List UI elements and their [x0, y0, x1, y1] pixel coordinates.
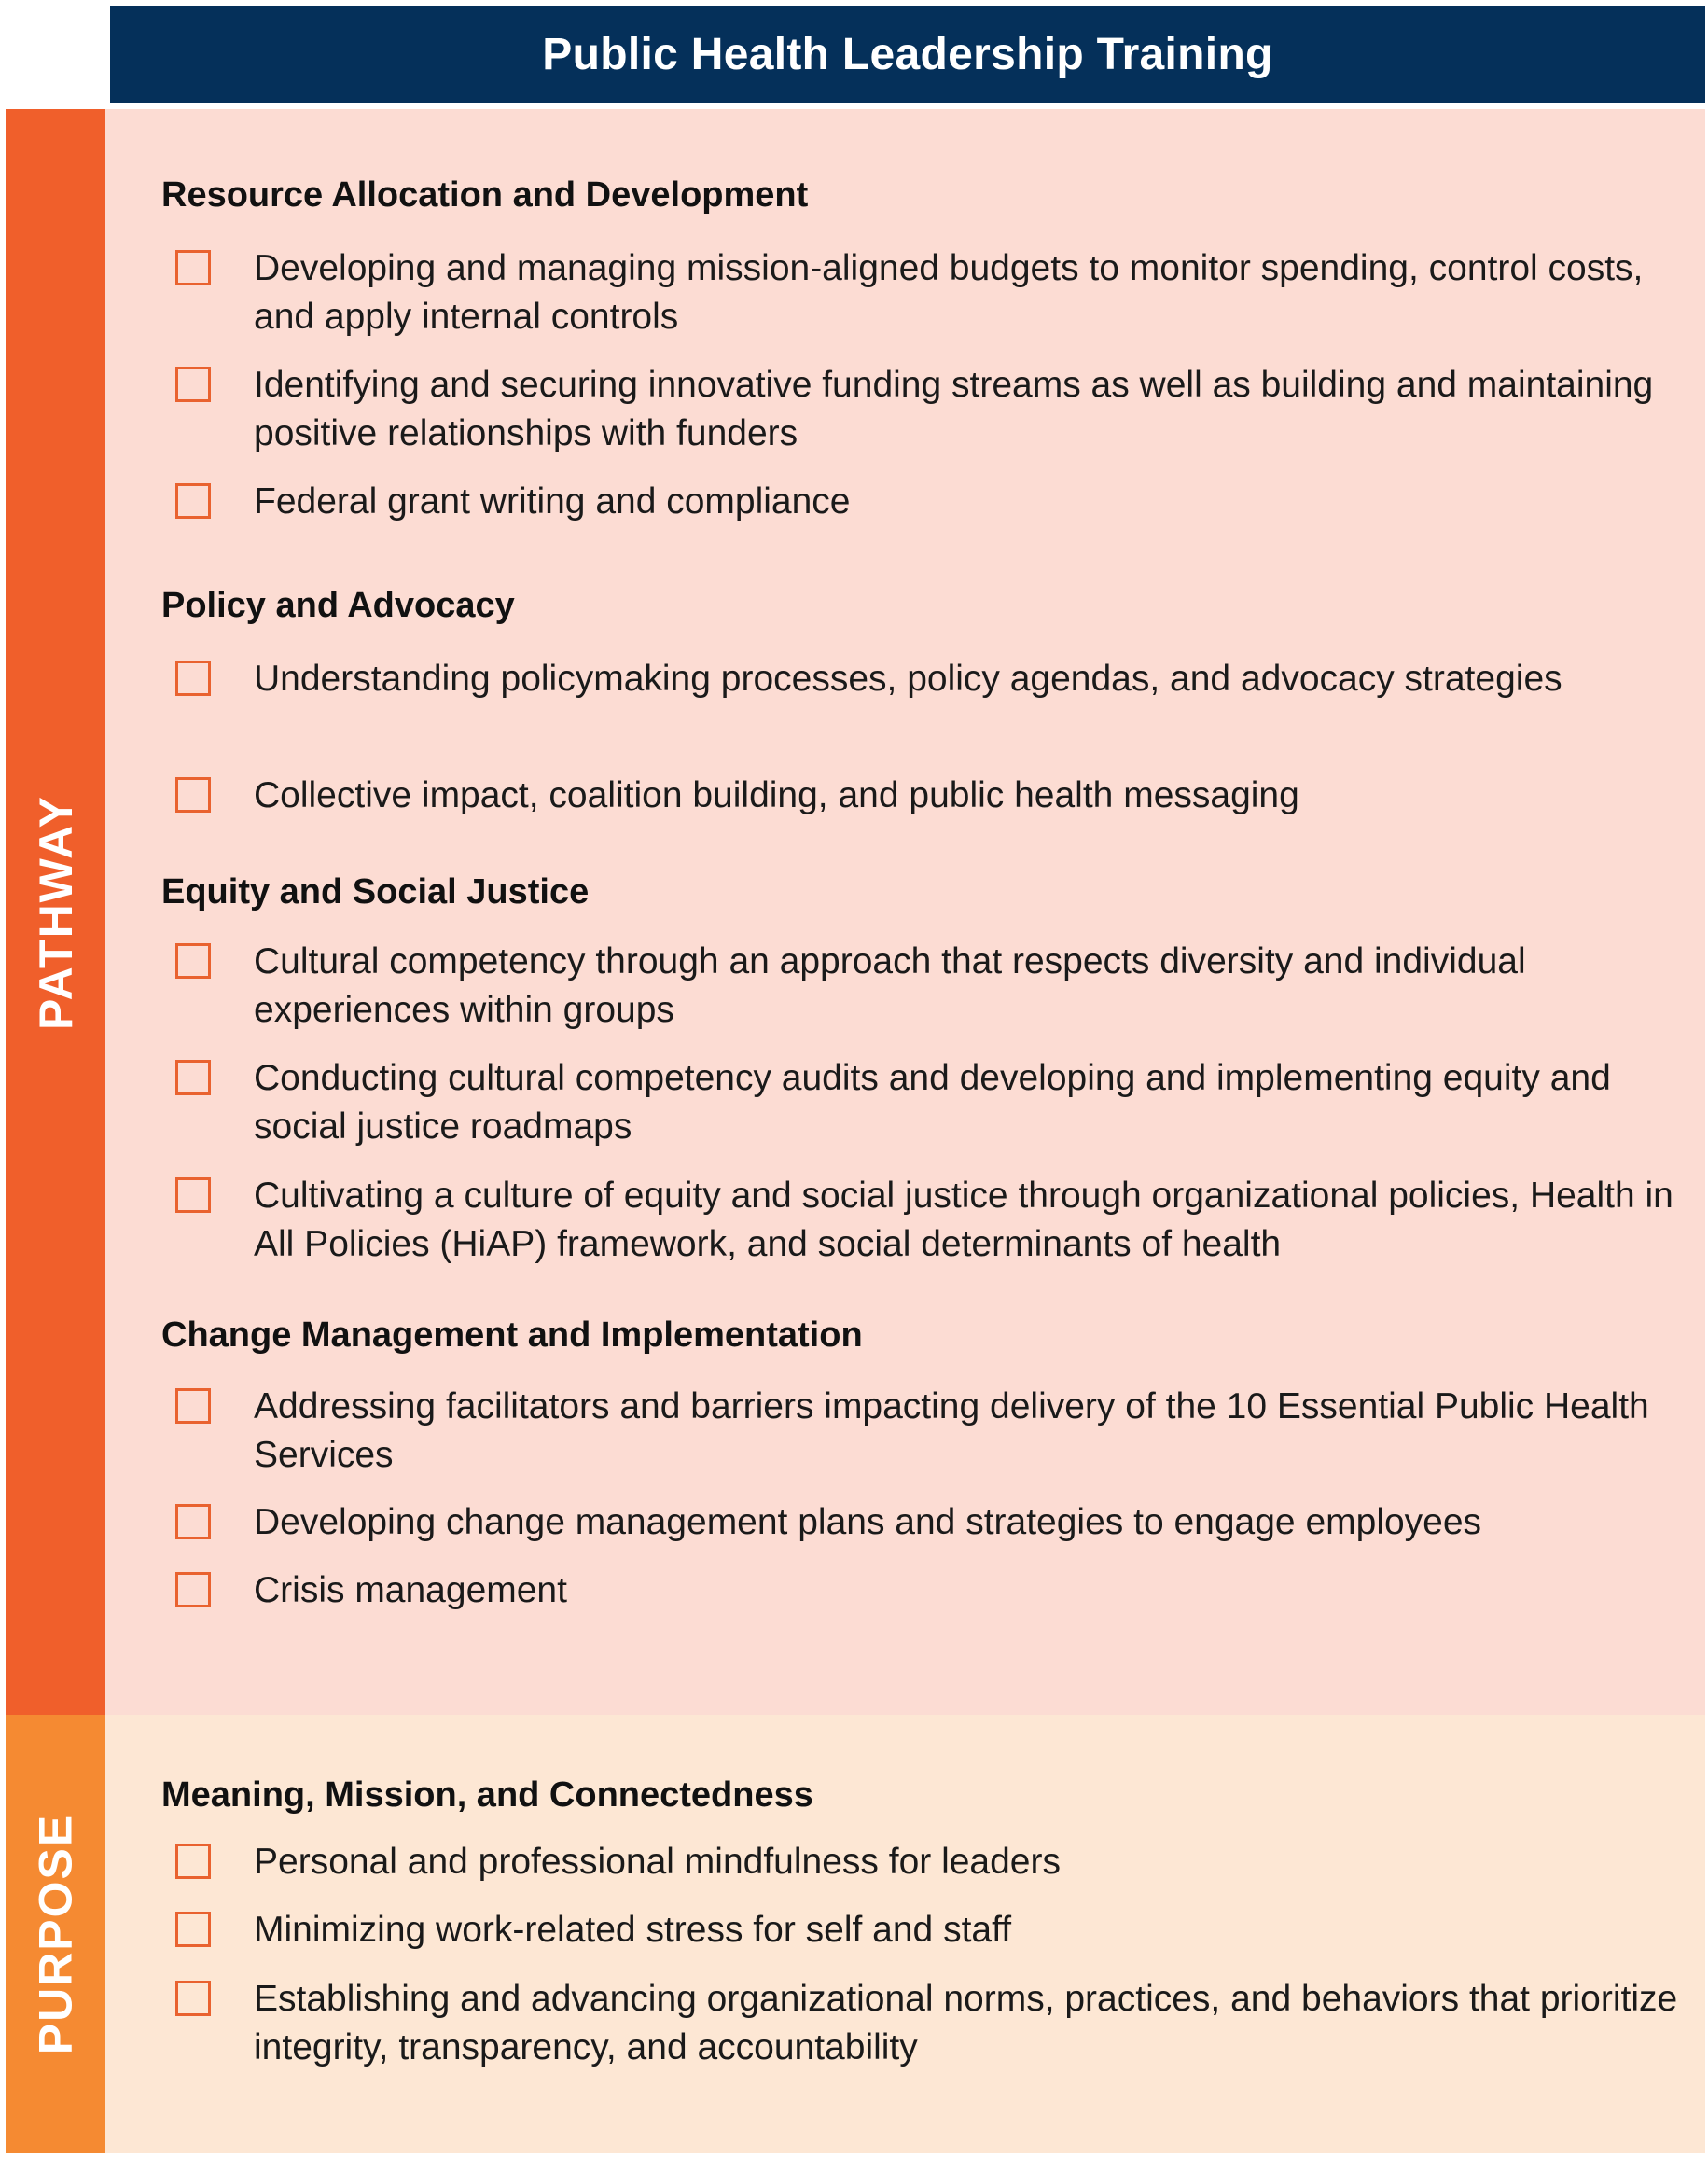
checklist-item[interactable]	[175, 1975, 1678, 2067]
checklist-item-text: Personal and professional mindfulness for leaders	[254, 1842, 1061, 1882]
checklist-item[interactable]	[175, 655, 1668, 702]
checklist-item-text: Minimizing work-related stress for self and staff	[254, 1910, 1012, 1950]
purpose-band	[6, 1715, 105, 2153]
checklist-item[interactable]	[175, 1172, 1673, 1264]
checkbox[interactable]	[175, 1981, 211, 2016]
checklist-item-text: Understanding policymaking processes, policy agendas, and advocacy strategies	[254, 659, 1562, 699]
pathway-label: PATHWAY	[29, 794, 82, 1030]
checklist-item[interactable]	[175, 361, 1668, 453]
section-title-policy-advocacy: Policy and Advocacy	[161, 586, 515, 625]
checklist-item-text: Cultural competency through an approach that respects diversity and individual experiences within groups	[254, 941, 1526, 1030]
checklist-item[interactable]	[175, 1054, 1668, 1147]
page-title: Public Health Leadership Training	[110, 6, 1705, 103]
pathway-band	[6, 109, 105, 1715]
checklist-item-text: Establishing and advancing organizational norms, practices, and behaviors that prioritize integrity, transparency, and accountability	[254, 1979, 1678, 2067]
checkbox[interactable]	[175, 1060, 211, 1095]
checkbox[interactable]	[175, 1388, 211, 1424]
checkbox[interactable]	[175, 1844, 211, 1879]
checklist-item[interactable]	[175, 1906, 1668, 1953]
checkbox[interactable]	[175, 1572, 211, 1607]
checkbox[interactable]	[175, 367, 211, 402]
section-title-meaning-mission: Meaning, Mission, and Connectedness	[161, 1775, 813, 1815]
checklist-item[interactable]	[175, 772, 1668, 818]
section-title-equity-social-justice: Equity and Social Justice	[161, 872, 590, 912]
checklist-item[interactable]	[175, 244, 1668, 337]
section-title-resource-allocation: Resource Allocation and Development	[161, 175, 809, 215]
checkbox[interactable]	[175, 483, 211, 519]
checkbox[interactable]	[175, 661, 211, 696]
checklist-item[interactable]	[175, 478, 1668, 524]
checklist-item[interactable]	[175, 1838, 1668, 1885]
checkbox[interactable]	[175, 1504, 211, 1539]
checklist-item-text: Addressing facilitators and barriers impacting delivery of the 10 Essential Public Health Services	[254, 1386, 1649, 1475]
checklist-item-text: Identifying and securing innovative funding streams as well as building and maintaining positive relationships with funders	[254, 365, 1654, 453]
checkbox[interactable]	[175, 777, 211, 813]
checklist-item-text: Crisis management	[254, 1570, 567, 1610]
checklist-item[interactable]	[175, 938, 1668, 1030]
purpose-label: PURPOSE	[29, 1813, 82, 2055]
section-title-change-management: Change Management and Implementation	[161, 1315, 863, 1355]
checklist-item-text: Conducting cultural competency audits and developing and implementing equity and social justice roadmaps	[254, 1058, 1611, 1147]
checkbox[interactable]	[175, 1912, 211, 1947]
checklist-item-text: Collective impact, coalition building, and public health messaging	[254, 775, 1299, 815]
checkbox[interactable]	[175, 1177, 211, 1213]
checklist-item[interactable]	[175, 1566, 1668, 1613]
checklist-item-text: Developing and managing mission-aligned budgets to monitor spending, control costs, and apply internal controls	[254, 248, 1644, 337]
checklist-item-text: Developing change management plans and strategies to engage employees	[254, 1502, 1482, 1542]
checklist-item[interactable]	[175, 1498, 1668, 1545]
checkbox[interactable]	[175, 250, 211, 285]
checklist-item-text: Cultivating a culture of equity and social justice through organizational policies, Health in All Policies (HiAP) framework, and social determinants of health	[254, 1176, 1673, 1264]
checklist-item-text: Federal grant writing and compliance	[254, 481, 851, 522]
checkbox[interactable]	[175, 943, 211, 979]
checklist-item[interactable]	[175, 1383, 1668, 1475]
